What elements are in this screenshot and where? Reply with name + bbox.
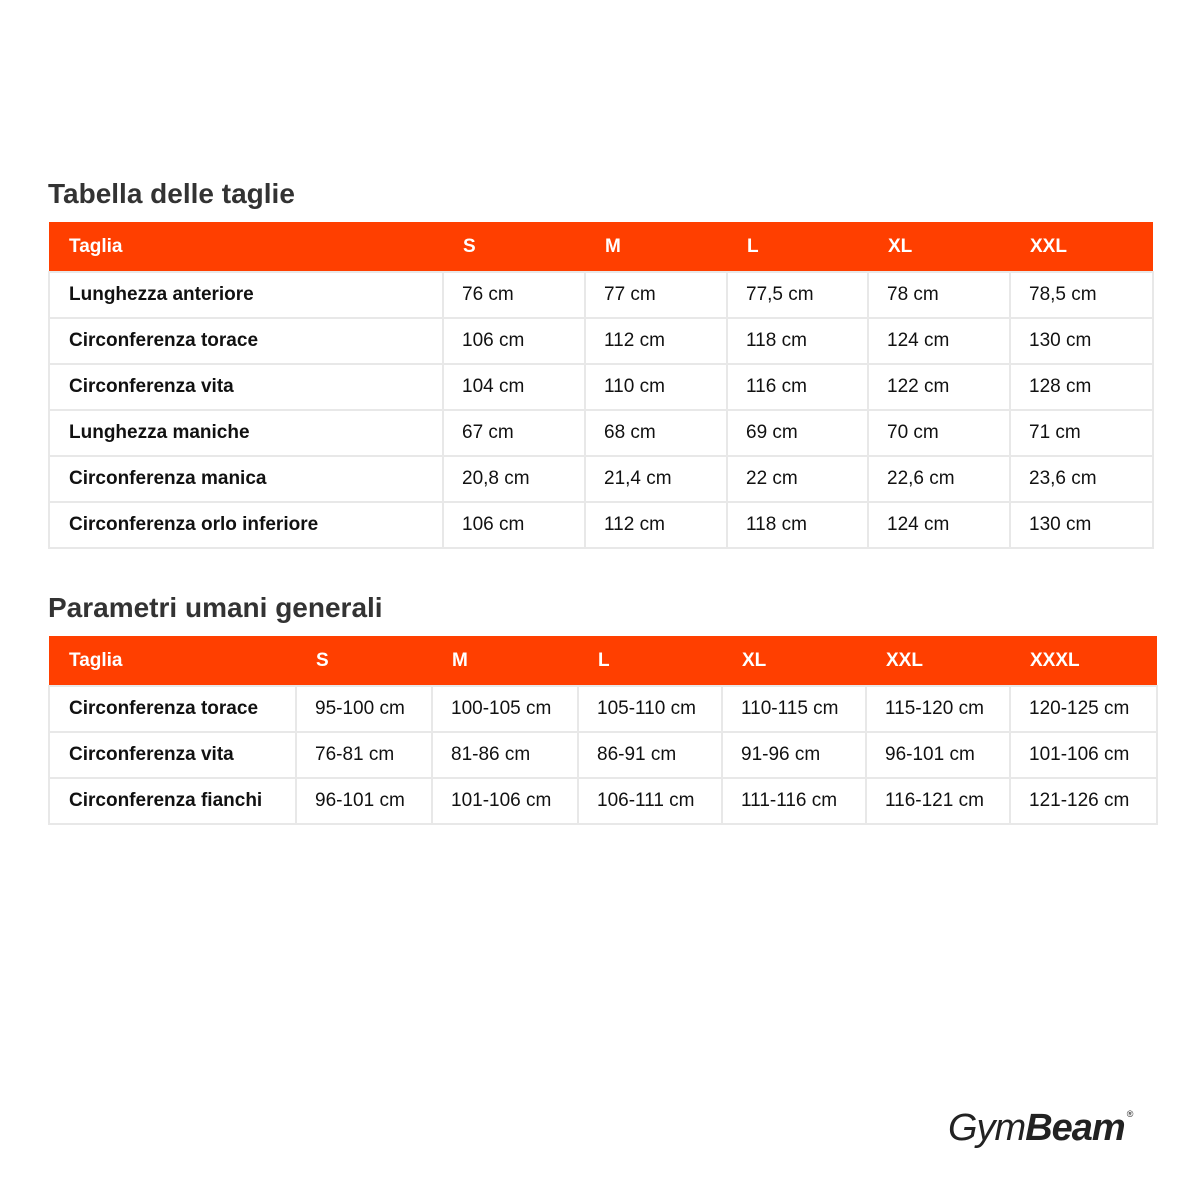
size-table [48, 222, 1154, 549]
table-cell: 101-106 cm [1010, 732, 1157, 778]
table-cell: 86-91 cm [578, 732, 722, 778]
row-label: Circonferenza vita [49, 732, 296, 778]
table-cell: 77 cm [585, 272, 727, 318]
table-cell: 110-115 cm [722, 686, 866, 732]
table-cell: 116-121 cm [866, 778, 1010, 824]
registered-mark: ® [1126, 1109, 1134, 1119]
table-cell: 101-106 cm [432, 778, 578, 824]
table-cell: 106-111 cm [578, 778, 722, 824]
table-cell: 91-96 cm [722, 732, 866, 778]
table-cell: 115-120 cm [866, 686, 1010, 732]
table-cell: 105-110 cm [578, 686, 722, 732]
table-cell: 120-125 cm [1010, 686, 1157, 732]
row-label: Circonferenza fianchi [49, 778, 296, 824]
header-cell: Taglia [49, 636, 296, 686]
table-cell: 21,4 cm [585, 456, 727, 502]
size-table-title: Tabella delle taglie [48, 178, 295, 209]
body-table-title: Parametri umani generali [48, 592, 383, 623]
table-cell: 69 cm [727, 410, 868, 456]
table-cell: 130 cm [1010, 318, 1153, 364]
header-cell: XXL [866, 636, 1010, 686]
table-row [49, 456, 1153, 502]
row-label: Circonferenza manica [49, 456, 443, 502]
table-cell: 96-101 cm [296, 778, 432, 824]
table-cell: 100-105 cm [432, 686, 578, 732]
table-row [49, 686, 1157, 732]
header-cell: L [727, 222, 868, 272]
table-row [49, 410, 1153, 456]
table-cell: 96-101 cm [866, 732, 1010, 778]
header-cell: XL [868, 222, 1010, 272]
row-label: Lunghezza anteriore [49, 272, 443, 318]
row-label: Circonferenza vita [49, 364, 443, 410]
table-cell: 130 cm [1010, 502, 1153, 548]
table-cell: 22 cm [727, 456, 868, 502]
table-cell: 77,5 cm [727, 272, 868, 318]
table-cell: 106 cm [443, 502, 585, 548]
table-cell: 124 cm [868, 502, 1010, 548]
table-cell: 110 cm [585, 364, 727, 410]
table-cell: 112 cm [585, 502, 727, 548]
table-cell: 78 cm [868, 272, 1010, 318]
table-cell: 128 cm [1010, 364, 1153, 410]
header-cell: S [296, 636, 432, 686]
table-cell: 121-126 cm [1010, 778, 1157, 824]
size-table-header-row [49, 222, 1153, 272]
table-cell: 76-81 cm [296, 732, 432, 778]
table-row [49, 778, 1157, 824]
body-table-header-row [49, 636, 1157, 686]
table-cell: 104 cm [443, 364, 585, 410]
header-cell: M [432, 636, 578, 686]
table-cell: 122 cm [868, 364, 1010, 410]
table-row [49, 318, 1153, 364]
table-cell: 76 cm [443, 272, 585, 318]
table-cell: 95-100 cm [296, 686, 432, 732]
table-cell: 111-116 cm [722, 778, 866, 824]
table-cell: 118 cm [727, 502, 868, 548]
table-cell: 67 cm [443, 410, 585, 456]
row-label: Circonferenza orlo inferiore [49, 502, 443, 548]
table-cell: 106 cm [443, 318, 585, 364]
table-cell: 81-86 cm [432, 732, 578, 778]
header-cell: M [585, 222, 727, 272]
row-label: Lunghezza maniche [49, 410, 443, 456]
header-cell: S [443, 222, 585, 272]
table-cell: 71 cm [1010, 410, 1153, 456]
header-cell: XL [722, 636, 866, 686]
row-label: Circonferenza torace [49, 686, 296, 732]
logo-text-beam: Beam [1025, 1107, 1125, 1149]
row-label: Circonferenza torace [49, 318, 443, 364]
table-row [49, 502, 1153, 548]
header-cell: XXL [1010, 222, 1153, 272]
table-cell: 23,6 cm [1010, 456, 1153, 502]
header-cell: XXXL [1010, 636, 1157, 686]
header-cell: Taglia [49, 222, 443, 272]
table-cell: 116 cm [727, 364, 868, 410]
table-cell: 22,6 cm [868, 456, 1010, 502]
table-cell: 70 cm [868, 410, 1010, 456]
table-cell: 20,8 cm [443, 456, 585, 502]
body-measurements-table [48, 636, 1158, 825]
header-cell: L [578, 636, 722, 686]
table-cell: 78,5 cm [1010, 272, 1153, 318]
table-cell: 124 cm [868, 318, 1010, 364]
table-cell: 118 cm [727, 318, 868, 364]
logo-text-gym: Gym [948, 1107, 1026, 1149]
table-row [49, 732, 1157, 778]
gymbeam-logo [948, 1104, 1133, 1152]
table-row [49, 364, 1153, 410]
table-cell: 112 cm [585, 318, 727, 364]
table-row [49, 272, 1153, 318]
table-cell: 68 cm [585, 410, 727, 456]
